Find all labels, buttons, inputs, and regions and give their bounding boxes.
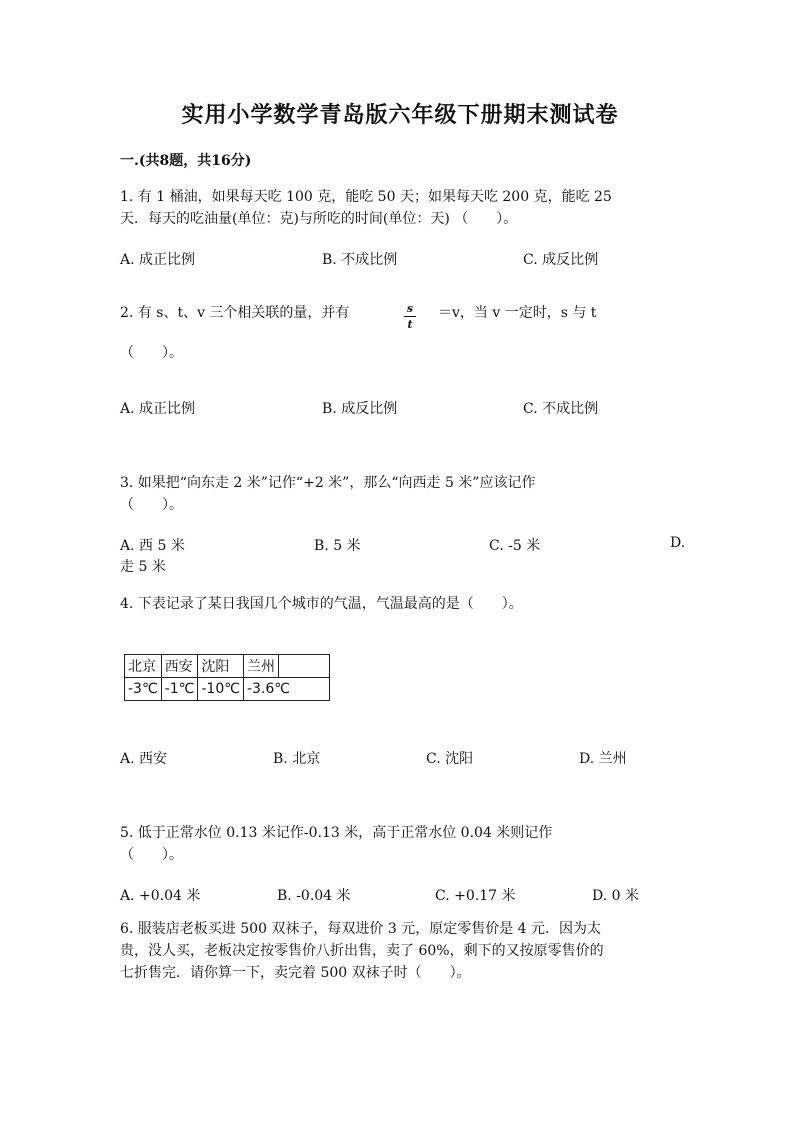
option-d: D.	[670, 535, 686, 551]
fraction-s-over-t	[404, 302, 416, 331]
table-cell: 西安	[161, 655, 198, 678]
question-text-line: 天．每天的吃油量(单位：克)与所吃的时间(单位：天) （ ）。	[120, 211, 518, 227]
question-text-line: 4. 下表记录了某日我国几个城市的气温，气温最高的是（ ）。	[120, 596, 523, 612]
table-cell: -10℃	[198, 678, 244, 701]
option-c: C. 不成比例	[523, 401, 599, 417]
table-cell: 沈阳	[198, 655, 244, 678]
option-d: D. 0 米	[592, 888, 639, 904]
question-2-text-continued: ＝v，当 v 一定时，s 与 t	[438, 305, 597, 321]
table-cell: 兰州	[243, 655, 278, 678]
question-text-line: （ ）。	[120, 847, 183, 863]
table-row	[125, 678, 330, 701]
question-text-line: 6. 服装店老板买进 500 双袜子，每双进价 3 元，原定零售价是 4 元．因为太	[120, 921, 602, 937]
table-cell: -1℃	[161, 678, 198, 701]
section-heading: 一.(共8题，共16分)	[120, 153, 252, 169]
table-cell: -3℃	[125, 678, 162, 701]
page-title: 实用小学数学青岛版六年级下册期末测试卷	[181, 102, 619, 128]
question-6	[120, 918, 690, 984]
question-text-line: 5. 低于正常水位 0.13 米记作-0.13 米，高于正常水位 0.04 米则记作	[120, 825, 553, 841]
option-b: B. 不成比例	[322, 252, 398, 268]
question-4	[120, 593, 680, 615]
option-c: C. 成反比例	[523, 252, 599, 268]
option-a: A. 成正比例	[120, 252, 196, 268]
question-text-line: 七折售完．请你算一下，卖完着 500 双袜子时（ ）。	[120, 965, 471, 981]
question-2-text: 2. 有 s、t、v 三个相关联的量，并有	[120, 305, 350, 321]
question-text-line: 贵，没人买，老板决定按零售价八折出售，卖了 60%，剩下的又按原零售价的	[120, 943, 604, 959]
question-text-line: 3. 如果把“向东走 2 米”记作“+2 米”，那么“向西走 5 米”应该记作	[120, 475, 536, 491]
fraction-bar	[404, 316, 416, 317]
option-d-continued: 走 5 米	[120, 559, 166, 575]
temperature-table	[124, 654, 330, 701]
option-a: A. 成正比例	[120, 401, 196, 417]
option-c: C. 沈阳	[426, 751, 474, 767]
option-c: C. +0.17 米	[435, 888, 516, 904]
question-text-line: 1. 有 1 桶油，如果每天吃 100 克，能吃 50 天；如果每天吃 200 克，能吃 25	[120, 189, 612, 205]
table-cell: 北京	[125, 655, 162, 678]
option-b: B. 北京	[273, 751, 321, 767]
fraction-denominator: t	[407, 318, 413, 331]
option-a: A. 西 5 米	[120, 538, 185, 554]
question-5	[120, 822, 680, 866]
question-text-line: （ ）。	[120, 497, 183, 513]
option-c: C. -5 米	[489, 538, 541, 554]
option-d: D. 兰州	[579, 751, 627, 767]
option-b: B. 5 米	[314, 538, 361, 554]
question-3	[120, 472, 680, 516]
table-cell-empty	[278, 655, 329, 678]
option-b: B. 成反比例	[322, 401, 398, 417]
option-a: A. 西安	[120, 751, 168, 767]
fraction-numerator: s	[406, 302, 414, 315]
table-cell: -3.6℃	[243, 678, 329, 701]
option-a: A. +0.04 米	[120, 888, 201, 904]
question-2-blank: （ ）。	[120, 345, 183, 361]
option-b: B. -0.04 米	[277, 888, 351, 904]
table-row	[125, 655, 330, 678]
question-1	[120, 186, 680, 230]
